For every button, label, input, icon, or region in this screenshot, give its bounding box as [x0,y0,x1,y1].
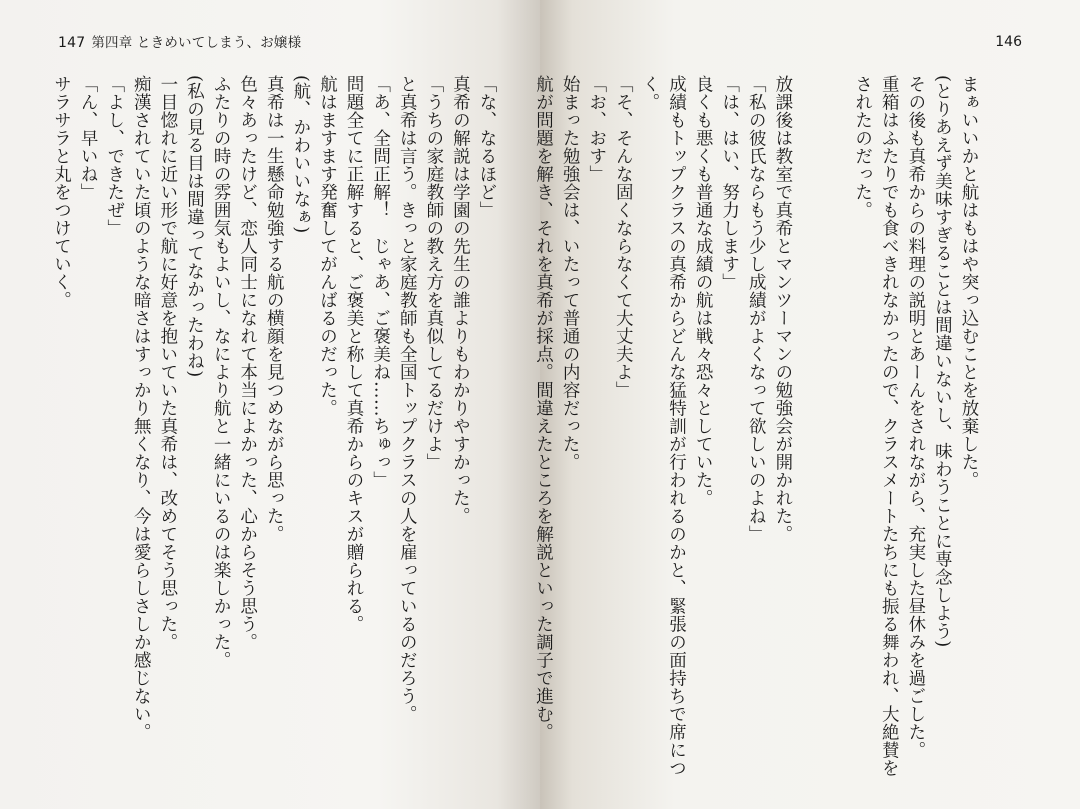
text-line: 色々あったけど、恋人同士になれて本当によかった、心からそう思う。 [237,75,258,651]
text-line: (とりあえず美味すぎることは間違いないし、味わうことに専念しよう) [932,75,953,648]
text-line: 「な、なるほど」 [477,75,497,219]
text-line: 航が問題を解き、それを真希が採点。間違えたところを解説といった調子で進む。 [533,75,554,741]
text-line: 「お、おす」 [586,75,607,183]
text-line: 航はますます発奮してがんばるのだった。 [317,75,338,417]
text-line: 放課後は教室で真希とマンツーマンの勉強会が開かれた。 [772,75,793,543]
text-line: 真希の解説は学園の先生の誰よりもわかりやすかった。 [450,75,471,525]
page-number-left: 147 [58,35,86,51]
text-line: 「そ、そんな固くならなくて大丈夫よ」 [613,75,634,399]
text-line: 「私の彼氏ならもう少し成績がよくなって欲しいのよね」 [746,75,767,543]
text-line: と真希は言う。きっと家庭教師も全国トップクラスの人を雇っているのだろう。 [397,75,418,723]
text-line: 「ん、早いね」 [78,75,99,201]
text-line: されたのだった。 [852,75,873,219]
text-line [796,75,823,765]
text-line: ふたりの時の雰囲気もよいし、なにより航と一緒にいるのは楽しかった。 [211,75,232,669]
left-page-text [48,75,500,765]
text-line: 真希は一生懸命勉強する航の横顔を見つめながら思った。 [264,75,285,543]
text-line: (私の見る目は間違ってなかったわね) [184,75,205,378]
text-line: 重箱はふたりでも食べきれなかったので、クラスメートたちにも振る舞われ、大絶賛を [879,75,900,777]
text-line: 始まった勉強会は、いたって普通の内容だった。 [560,75,581,471]
text-line: く。 [639,75,660,111]
text-line: 良くも悪くも普通な成績の航は戦々恐々としていた。 [693,75,714,507]
text-line: 成績もトップクラスの真希からどんな猛特訓が行われるのかと、緊張の面持ちで席につ [666,75,687,777]
text-line: (航、かわいいなぁ) [290,75,311,234]
text-line: サラサラと丸をつけていく。 [51,75,72,309]
chapter-title: 第四章 ときめいてしまう、お嬢様 [91,35,302,51]
text-line: 痴漢されていた頃のような暗さはすっかり無くなり、今は愛らしさしか感じない。 [131,75,152,741]
text-line: 一目惚れに近い形で航に好意を抱いていた真希は、改めてそう思った。 [157,75,178,651]
text-line: 「あ、全問正解！ じゃあ、ご褒美ね……ちゅっ」 [370,75,391,489]
right-page [533,0,1080,809]
running-head [58,31,301,51]
text-line: まぁいいかと航はもはや突っ込むことを放棄した。 [959,75,979,489]
page-number-right: 146 [995,34,1022,50]
text-line [822,75,849,765]
text-line: 問題全てに正解すると、ご褒美と称して真希からのキスが贈られる。 [344,75,365,633]
text-line: 「は、はい、努力します」 [719,75,740,291]
right-page-text [530,75,982,777]
text-line: その後も真希からの料理の説明とあーんをされながら、充実した昼休みを過ごした。 [905,75,926,759]
text-line: 「よし、できたぜ」 [104,75,125,237]
text-line: 「うちの家庭教師の教え方を真似してるだけよ」 [423,75,444,471]
